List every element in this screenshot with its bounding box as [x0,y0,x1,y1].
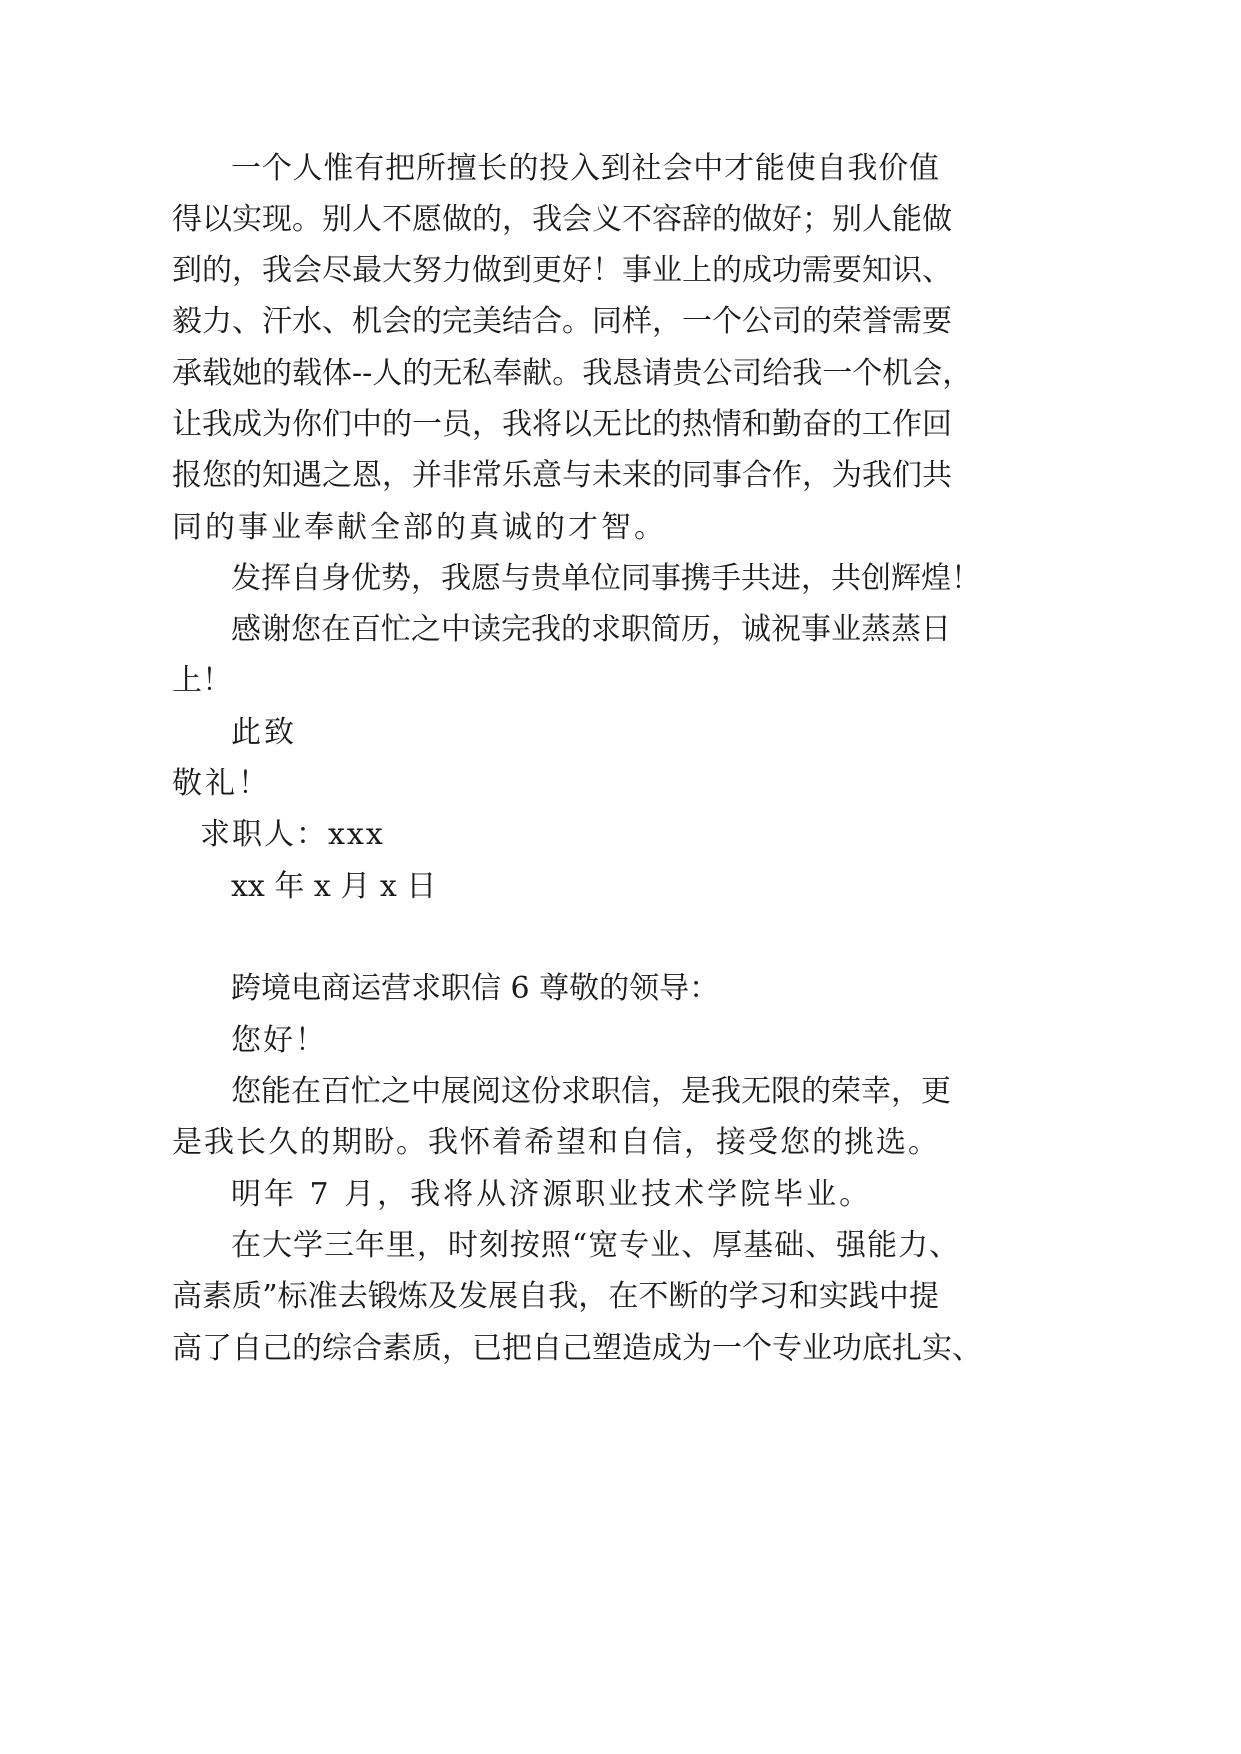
text-line: 您能在百忙之中展阅这份求职信，是我无限的荣幸，更 [231,1074,951,1109]
text-line: 明年 7 月，我将从济源职业技术学院毕业。 [231,1177,873,1212]
text-line: 到的，我会尽最大努力做到更好！事业上的成功需要知识、 [172,253,952,288]
greeting-text: 您好！ [231,1023,327,1058]
date-line: xx 年 x 月 x 日 [231,869,437,904]
text-line: 高素质”标准去锻炼及发展自我，在不断的学习和实践中提 [172,1279,939,1314]
text-line: 是我长久的期盼。我怀着希望和自信，接受您的挑选。 [172,1125,940,1160]
text-line: 上！ [172,663,232,698]
text-line: 一个人惟有把所擅长的投入到社会中才能使自我价值 [231,151,939,186]
text-line: 同的事业奉献全部的真诚的才智。 [172,510,667,545]
text-line: 得以实现。别人不愿做的，我会义不容辞的做好；别人能做 [172,202,952,237]
text-line: 高了自己的综合素质，已把自己塑造成为一个专业功底扎实、 [172,1331,982,1366]
salutation-text: 敬礼！ [172,766,271,801]
text-line: 让我成为你们中的一员，我将以无比的热情和勤奋的工作回 [172,407,952,442]
text-line: 感谢您在百忙之中读完我的求职简历，诚祝事业蒸蒸日 [231,612,951,647]
letter-heading: 跨境电商运营求职信 6 尊敬的领导： [231,971,720,1006]
text-line: 发挥自身优势，我愿与贵单位同事携手共进，共创辉煌！ [231,561,981,596]
closing-text: 此致 [231,715,297,750]
text-line: 在大学三年里，时刻按照“宽专业、厚基础、强能力、 [231,1228,959,1263]
text-line: 毅力、汗水、机会的完美结合。同样，一个公司的荣誉需要 [172,304,952,339]
text-line: 承载她的载体--人的无私奉献。我恳请贵公司给我一个机会， [172,356,973,391]
text-line: 报您的知遇之恩，并非常乐意与未来的同事合作，为我们共 [172,458,952,493]
signature-line: 求职人：xxx [200,817,385,852]
